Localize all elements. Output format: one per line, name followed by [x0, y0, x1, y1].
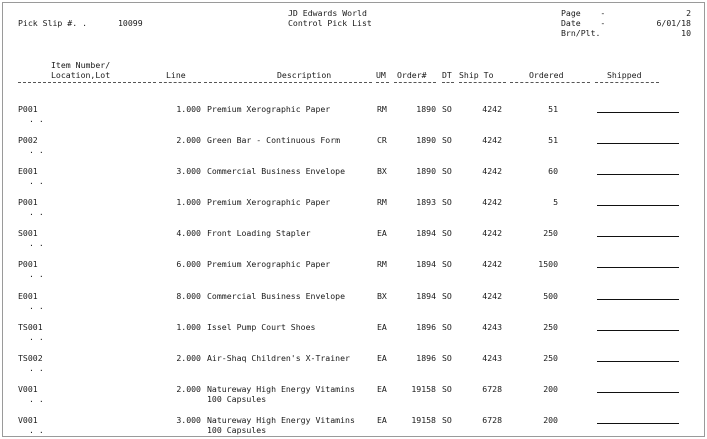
ship-to: 4242 — [482, 197, 502, 207]
item-number: V001 — [18, 415, 38, 425]
col-ordered: Ordered — [529, 70, 564, 80]
document-type: SO — [442, 104, 452, 114]
line-number: 3.000 — [176, 166, 201, 176]
item-description-2: 100 Capsules — [207, 425, 267, 435]
underline-item — [18, 82, 156, 83]
location-lot: . . — [29, 394, 44, 404]
underline-shipped — [595, 82, 659, 83]
col-item-number: Item Number/ — [51, 60, 111, 70]
document-type: SO — [442, 135, 452, 145]
pick-list-report — [2, 2, 705, 437]
order-number: 19158 — [411, 384, 436, 394]
page-number: 2 — [686, 8, 691, 18]
line-number: 1.000 — [176, 197, 201, 207]
shipped-blank — [597, 392, 679, 393]
unit-of-measure: EA — [377, 415, 387, 425]
item-description: Issel Pump Court Shoes — [207, 322, 316, 332]
item-number: S001 — [18, 228, 38, 238]
order-number: 1894 — [416, 291, 436, 301]
line-number: 2.000 — [176, 384, 201, 394]
unit-of-measure: RM — [377, 104, 387, 114]
location-lot: . . — [29, 425, 44, 435]
item-description: Natureway High Energy Vitamins — [207, 384, 355, 394]
document-type: SO — [442, 353, 452, 363]
order-number: 1890 — [416, 135, 436, 145]
location-lot: . . — [29, 238, 44, 248]
ship-to: 4242 — [482, 135, 502, 145]
item-description: Air-Shaq Children's X-Trainer — [207, 353, 350, 363]
shipped-blank — [597, 267, 679, 268]
branch-value: 10 — [681, 28, 691, 38]
item-number: TS002 — [18, 353, 43, 363]
document-type: SO — [442, 259, 452, 269]
date-value: 6/01/18 — [656, 18, 691, 28]
document-type: SO — [442, 322, 452, 332]
line-number: 2.000 — [176, 353, 201, 363]
ship-to: 4242 — [482, 104, 502, 114]
ship-to: 6728 — [482, 384, 502, 394]
ship-to: 4242 — [482, 291, 502, 301]
item-number: P002 — [18, 135, 38, 145]
item-number: V001 — [18, 384, 38, 394]
underline-um — [376, 82, 389, 83]
document-type: SO — [442, 166, 452, 176]
date-label: Date - — [561, 18, 606, 28]
location-lot: . . — [29, 269, 44, 279]
quantity-ordered: 5 — [553, 197, 558, 207]
quantity-ordered: 250 — [543, 228, 558, 238]
underline-ship-to — [459, 82, 506, 83]
line-number: 4.000 — [176, 228, 201, 238]
shipped-blank — [597, 112, 679, 113]
line-number: 2.000 — [176, 135, 201, 145]
shipped-blank — [597, 205, 679, 206]
location-lot: . . — [29, 114, 44, 124]
order-number: 1893 — [416, 197, 436, 207]
underline-description — [204, 82, 372, 83]
quantity-ordered: 250 — [543, 353, 558, 363]
document-type: SO — [442, 384, 452, 394]
location-lot: . . — [29, 176, 44, 186]
item-number: E001 — [18, 291, 38, 301]
item-description: Premium Xerographic Paper — [207, 104, 331, 114]
location-lot: . . — [29, 332, 44, 342]
pick-slip-number: 10099 — [118, 18, 143, 28]
item-number: P001 — [18, 259, 38, 269]
order-number: 1894 — [416, 228, 436, 238]
order-number: 1896 — [416, 353, 436, 363]
col-ship-to: Ship To — [459, 70, 494, 80]
item-number: TS001 — [18, 322, 43, 332]
shipped-blank — [597, 236, 679, 237]
underline-ordered — [510, 82, 590, 83]
ship-to: 4242 — [482, 166, 502, 176]
location-lot: . . — [29, 145, 44, 155]
shipped-blank — [597, 330, 679, 331]
ship-to: 4242 — [482, 228, 502, 238]
unit-of-measure: EA — [377, 384, 387, 394]
line-number: 1.000 — [176, 322, 201, 332]
quantity-ordered: 500 — [543, 291, 558, 301]
unit-of-measure: BX — [377, 291, 387, 301]
col-um: UM — [376, 70, 386, 80]
location-lot: . . — [29, 301, 44, 311]
quantity-ordered: 51 — [548, 135, 558, 145]
location-lot: . . — [29, 207, 44, 217]
ship-to: 4242 — [482, 259, 502, 269]
unit-of-measure: RM — [377, 259, 387, 269]
quantity-ordered: 60 — [548, 166, 558, 176]
document-type: SO — [442, 415, 452, 425]
ship-to: 6728 — [482, 415, 502, 425]
item-number: P001 — [18, 197, 38, 207]
pick-slip-label: Pick Slip #. . — [18, 18, 88, 28]
order-number: 1890 — [416, 104, 436, 114]
branch-label: Brn/Plt. — [561, 28, 601, 38]
report-title: Control Pick List — [288, 18, 372, 28]
quantity-ordered: 51 — [548, 104, 558, 114]
quantity-ordered: 200 — [543, 415, 558, 425]
item-description: Premium Xerographic Paper — [207, 259, 331, 269]
line-number: 1.000 — [176, 104, 201, 114]
unit-of-measure: BX — [377, 166, 387, 176]
col-location-lot: Location,Lot — [51, 70, 111, 80]
col-shipped: Shipped — [607, 70, 642, 80]
shipped-blank — [597, 174, 679, 175]
shipped-blank — [597, 423, 679, 424]
unit-of-measure: EA — [377, 322, 387, 332]
unit-of-measure: EA — [377, 353, 387, 363]
order-number: 1894 — [416, 259, 436, 269]
item-description: Premium Xerographic Paper — [207, 197, 331, 207]
shipped-blank — [597, 299, 679, 300]
item-description: Green Bar - Continuous Form — [207, 135, 341, 145]
col-description: Description — [277, 70, 332, 80]
document-type: SO — [442, 197, 452, 207]
order-number: 19158 — [411, 415, 436, 425]
order-number: 1896 — [416, 322, 436, 332]
shipped-blank — [597, 361, 679, 362]
line-number: 3.000 — [176, 415, 201, 425]
unit-of-measure: CR — [377, 135, 387, 145]
line-number: 6.000 — [176, 259, 201, 269]
item-description: Front Loading Stapler — [207, 228, 311, 238]
col-order: Order# — [397, 70, 427, 80]
document-type: SO — [442, 228, 452, 238]
quantity-ordered: 1500 — [538, 259, 558, 269]
col-line: Line — [166, 70, 186, 80]
shipped-blank — [597, 143, 679, 144]
ship-to: 4243 — [482, 322, 502, 332]
quantity-ordered: 250 — [543, 322, 558, 332]
ship-to: 4243 — [482, 353, 502, 363]
unit-of-measure: EA — [377, 228, 387, 238]
line-number: 8.000 — [176, 291, 201, 301]
order-number: 1890 — [416, 166, 436, 176]
item-description: Natureway High Energy Vitamins — [207, 415, 355, 425]
document-type: SO — [442, 291, 452, 301]
company-name: JD Edwards World — [288, 8, 367, 18]
col-dt: DT — [442, 70, 452, 80]
page-label: Page - — [561, 8, 606, 18]
underline-line — [159, 82, 201, 83]
unit-of-measure: RM — [377, 197, 387, 207]
location-lot: . . — [29, 363, 44, 373]
item-description: Commercial Business Envelope — [207, 166, 346, 176]
underline-order — [394, 82, 436, 83]
item-description: Commercial Business Envelope — [207, 291, 346, 301]
quantity-ordered: 200 — [543, 384, 558, 394]
item-description-2: 100 Capsules — [207, 394, 267, 404]
item-number: P001 — [18, 104, 38, 114]
item-number: E001 — [18, 166, 38, 176]
underline-dt — [442, 82, 454, 83]
